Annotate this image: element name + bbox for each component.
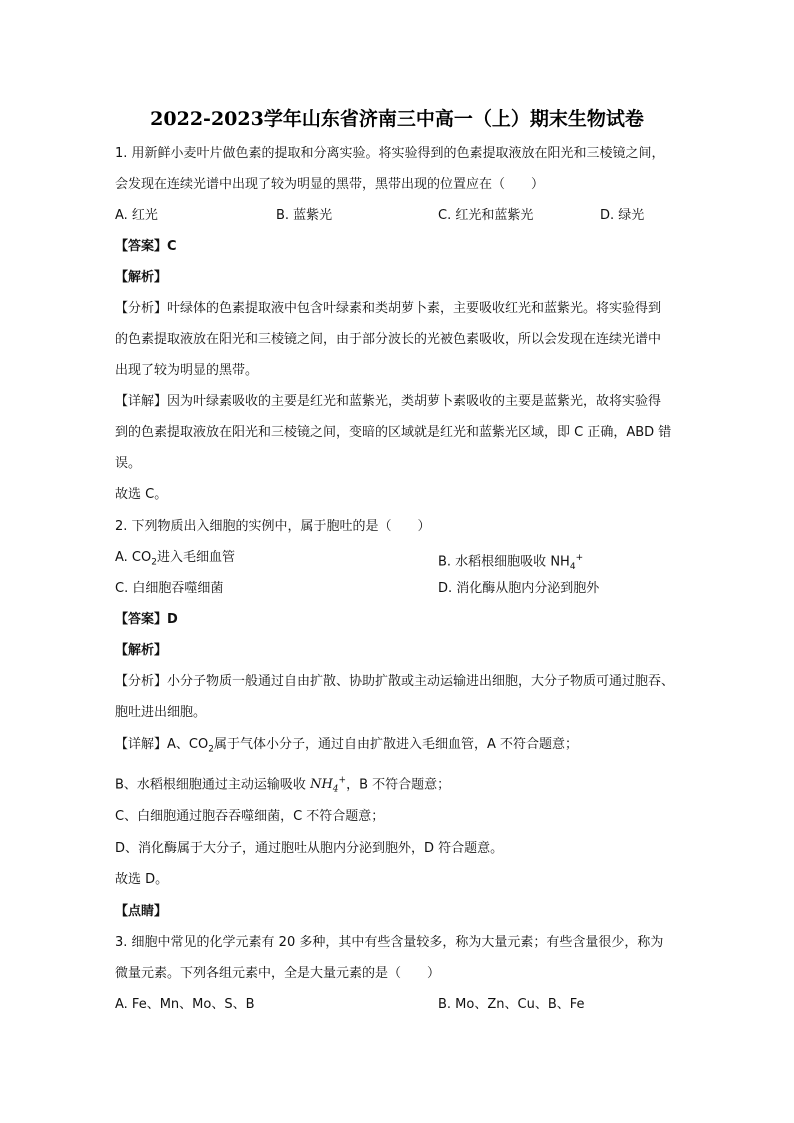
q2-option-d: D. 消化酶从胞内分泌到胞外 bbox=[438, 581, 600, 596]
q3-stem-line2: 微量元素。下列各组元素中，全是大量元素的是（ ） bbox=[115, 966, 441, 981]
q1-option-c: C. 红光和蓝紫光 bbox=[438, 208, 534, 223]
q1-stem-line1: 1. 用新鲜小麦叶片做色素的提取和分离实验。将实验得到的色素提取液放在阳光和三棱镜之间， bbox=[115, 146, 665, 161]
q3-stem-line1: 3. 细胞中常见的化学元素有 20 多种，其中有些含量较多，称为大量元素；有些含量很少，称为 bbox=[115, 935, 664, 950]
q1-fenxi-line3: 出现了较为明显的黑带。 bbox=[115, 363, 259, 378]
page-title: 2022-2023学年山东省济南三中高一（上）期末生物试卷 bbox=[150, 108, 644, 130]
q2-fenxi-line1: 【分析】小分子物质一般通过自由扩散、协助扩散或主动运输进出细胞，大分子物质可通过胞吞、 bbox=[115, 674, 675, 689]
q3-option-a: A. Fe、Mn、Mo、S、B bbox=[115, 997, 255, 1012]
q2-option-b: B. 水稻根细胞吸收 $NH_4^+$ bbox=[438, 553, 584, 572]
q1-analysis-heading: 【解析】 bbox=[115, 270, 168, 285]
q2-fenxi-line2: 胞吐进出细胞。 bbox=[115, 705, 207, 720]
q2-xiangjie-b: B、水稻根细胞通过主动运输吸收 $NH_4^+$，B 不符合题意； bbox=[115, 776, 451, 795]
q2-conclusion: 故选 D。 bbox=[115, 872, 169, 887]
q2-option-c: C. 白细胞吞噬细菌 bbox=[115, 581, 224, 596]
q1-fenxi-line2: 的色素提取液放在阳光和三棱镜之间，由于部分波长的光被色素吸收，所以会发现在连续光谱中 bbox=[115, 332, 662, 347]
q1-xiangjie-line1: 【详解】因为叶绿素吸收的主要是红光和蓝紫光，类胡萝卜素吸收的主要是蓝紫光，故将实验得 bbox=[115, 394, 662, 409]
q2-xiangjie-c: C、白细胞通过胞吞吞噬细菌，C 不符合题意； bbox=[115, 809, 385, 824]
q1-fenxi-line1: 【分析】叶绿体的色素提取液中包含叶绿素和类胡萝卜素，主要吸收红光和蓝紫光。将实验得到 bbox=[115, 301, 662, 316]
q2-answer: 【答案】D bbox=[115, 612, 178, 627]
q1-xiangjie-line3: 误。 bbox=[115, 456, 142, 471]
q3-option-b: B. Mo、Zn、Cu、B、Fe bbox=[438, 997, 585, 1012]
q2-stem: 2. 下列物质出入细胞的实例中，属于胞吐的是（ ） bbox=[115, 519, 431, 534]
nh4-formula: $NH_4^+$ bbox=[310, 776, 347, 795]
q2-xiangjie-d: D、消化酶属于大分子，通过胞吐从胞内分泌到胞外，D 符合题意。 bbox=[115, 841, 504, 856]
q2-xiangjie-a: 【详解】A、$CO_2$属于气体小分子，通过自由扩散进入毛细血管，A 不符合题意； bbox=[115, 737, 578, 755]
q1-conclusion: 故选 C。 bbox=[115, 487, 168, 502]
q1-option-d: D. 绿光 bbox=[600, 208, 645, 223]
q1-option-b: B. 蓝紫光 bbox=[276, 208, 333, 223]
q1-xiangjie-line2: 到的色素提取液放在阳光和三棱镜之间，变暗的区域就是红光和蓝紫光区域，即 C 正确，ABD 错 bbox=[115, 425, 672, 440]
q1-option-a: A. 红光 bbox=[115, 208, 158, 223]
q2-analysis-heading: 【解析】 bbox=[115, 643, 168, 658]
q2-option-a: A. $CO_2$进入毛细血管 bbox=[115, 550, 235, 568]
q1-answer: 【答案】C bbox=[115, 239, 177, 254]
q1-stem-line2: 会发现在连续光谱中出现了较为明显的黑带，黑带出现的位置应在（ ） bbox=[115, 177, 545, 192]
q2-dianjing: 【点睛】 bbox=[115, 904, 168, 919]
